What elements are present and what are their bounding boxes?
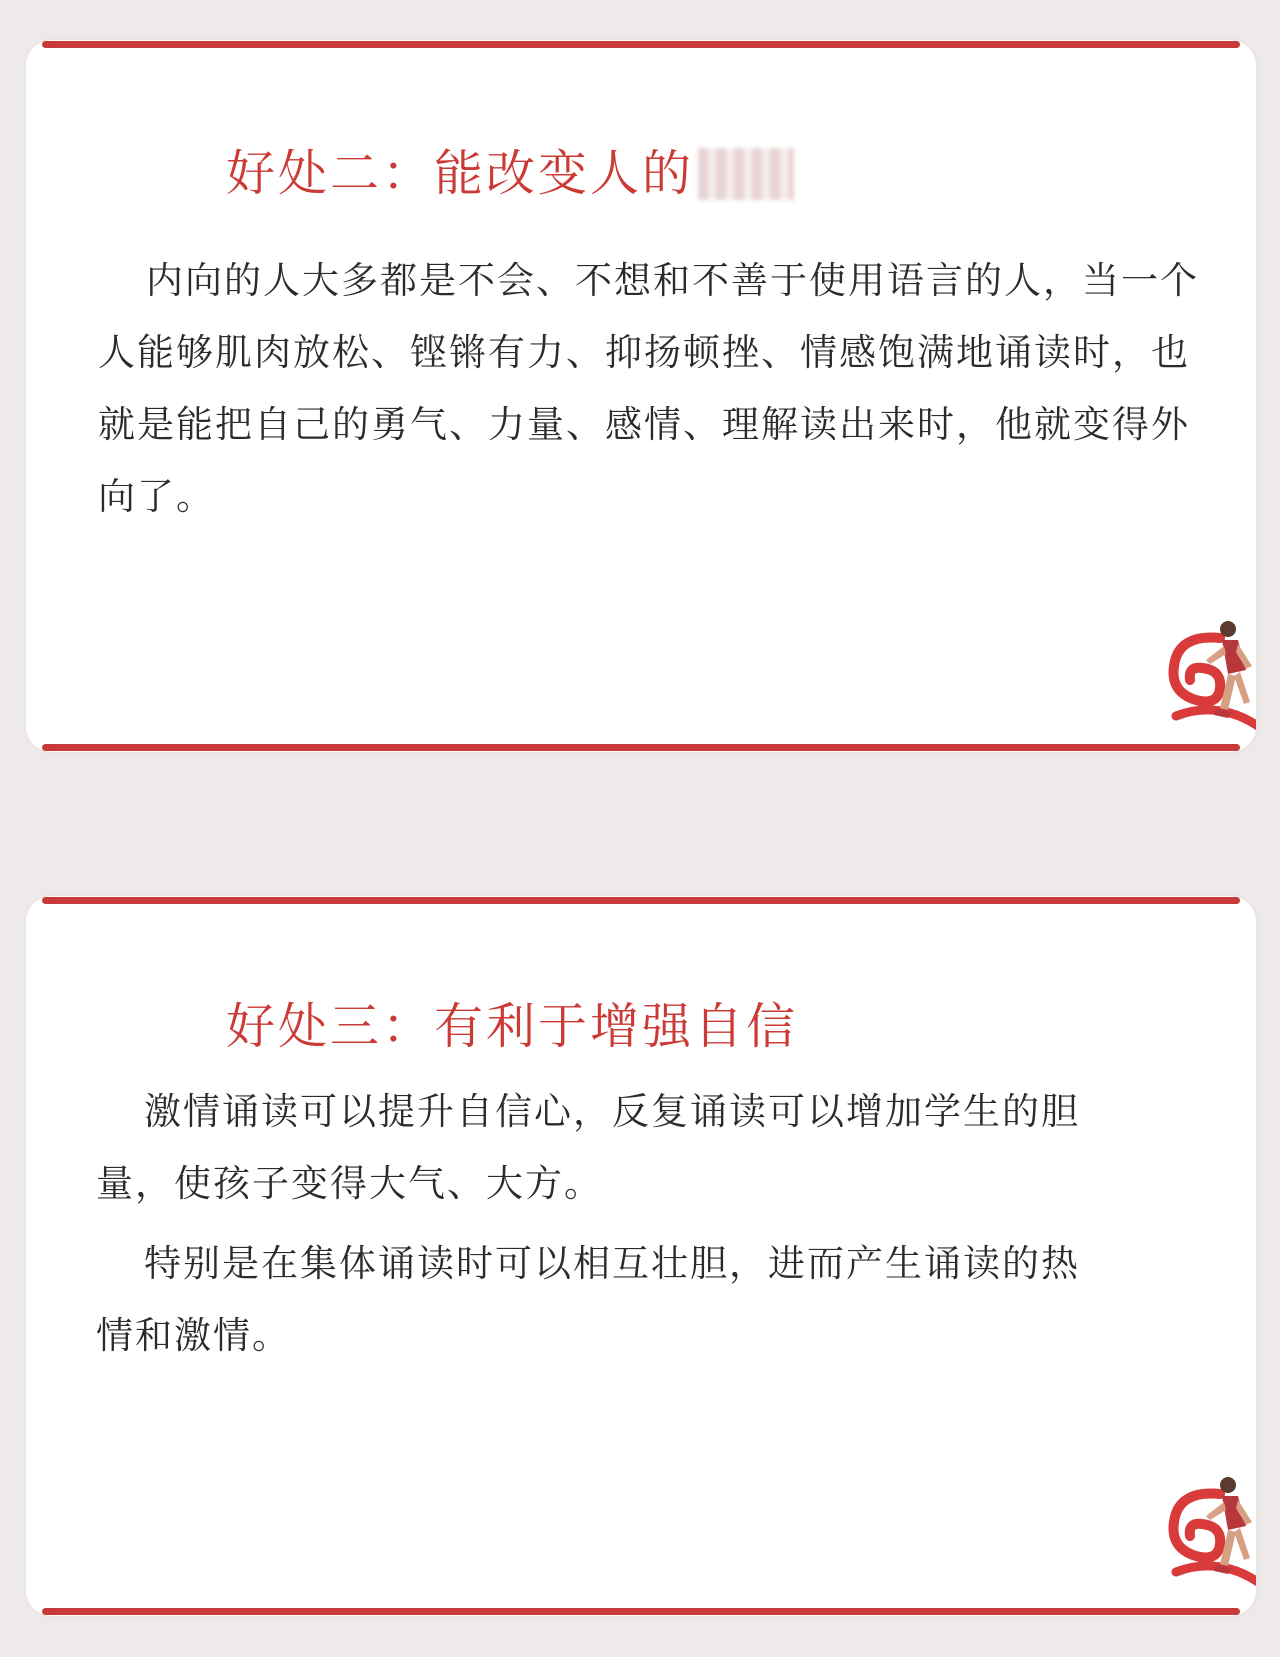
benefit-3-paragraph-2: 特别是在集体诵读时可以相互壮胆，进而产生诵读的热情和激情。 [96, 1242, 1080, 1357]
top-red-rule [42, 897, 1240, 904]
bottom-red-rule [42, 1608, 1240, 1615]
top-red-rule [42, 41, 1240, 48]
benefit-3-title: 好处三：有利于增强自信 [226, 998, 799, 1055]
benefit-3-paragraph-1: 激情诵读可以提升自信心，反复诵读可以增加学生的胆量，使孩子变得大气、大方。 [96, 1090, 1080, 1205]
benefit-2-paragraph: 内向的人大多都是不会、不想和不善于使用语言的人，当一个人能够肌肉放松、铿锵有力、抑扬顿挫、情感饱满地诵读时，也就是能把自己的勇气、力量、感情、理解读出来时，他就变得外向了。 [98, 259, 1199, 518]
blurred-title-word [698, 148, 794, 200]
benefit-card-3 [26, 896, 1256, 1616]
bottom-red-rule [42, 744, 1240, 751]
runner-ribbon-icon [1166, 618, 1256, 748]
runner-ribbon-icon [1166, 1474, 1256, 1604]
benefit-2-title-text: 好处二：能改变人的 [226, 145, 695, 202]
benefit-card-2 [26, 40, 1256, 752]
benefit-2-title [226, 135, 794, 205]
